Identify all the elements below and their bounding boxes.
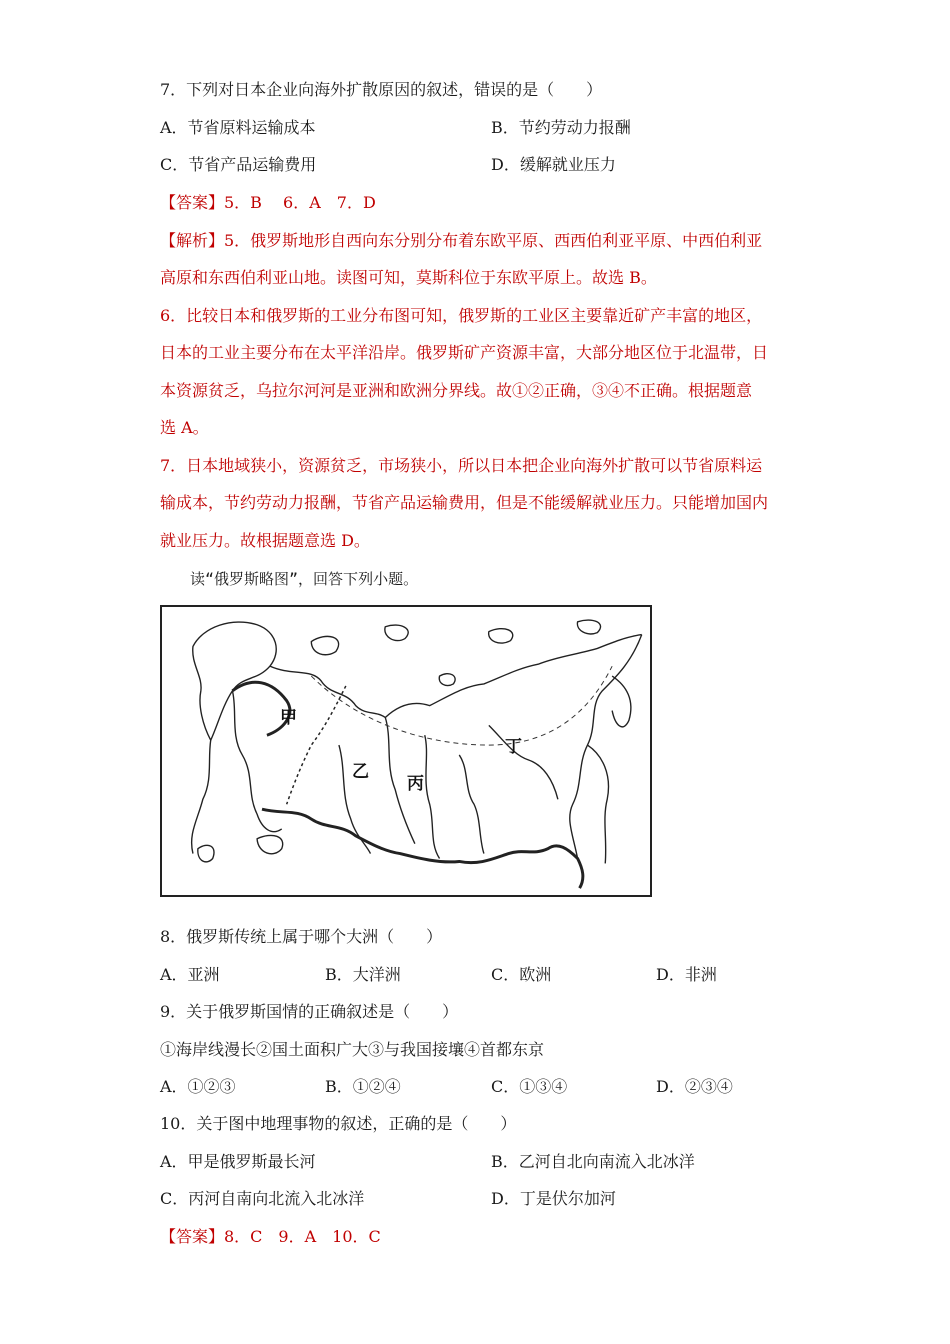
- analysis-line-4: 日本的工业主要分布在太平洋沿岸。俄罗斯矿产资源丰富，大部分地区位于北温带，日: [160, 343, 769, 362]
- map-label-ding: 丁: [505, 737, 522, 757]
- q7-option-d: D．缓解就业压力: [491, 155, 616, 174]
- analysis-line-3: 6．比较日本和俄罗斯的工业分布图可知，俄罗斯的工业区主要靠近矿产丰富的地区，: [160, 306, 763, 325]
- answer-block-1: 【答案】5．B 6．A 7．D: [160, 193, 376, 212]
- q7-option-b: B．节约劳动力报酬: [491, 118, 631, 137]
- q10-option-b: B．乙河自北向南流入北冰洋: [491, 1152, 695, 1171]
- q8-option-c: C．欧洲: [491, 965, 552, 984]
- map-label-bing: 丙: [407, 774, 424, 794]
- q9-items: ①海岸线漫长②国土面积广大③与我国接壤④首都东京: [160, 1040, 545, 1059]
- map-label-jia: 甲: [280, 708, 297, 728]
- analysis-line-1: 【解析】5．俄罗斯地形自西向东分别分布着东欧平原、西西伯利亚平原、中西伯利亚: [160, 231, 763, 250]
- analysis-line-9: 就业压力。故根据题意选 D。: [160, 531, 370, 550]
- q9-option-d: D．②③④: [656, 1077, 733, 1096]
- q8-option-d: D．非洲: [656, 965, 717, 984]
- analysis-line-6: 选 A。: [160, 418, 209, 437]
- analysis-line-2: 高原和东西伯利亚山地。读图可知，莫斯科位于东欧平原上。故选 B。: [160, 268, 657, 287]
- analysis-line-5: 本资源贫乏，乌拉尔河河是亚洲和欧洲分界线。故①②正确，③④不正确。根据题意: [160, 381, 753, 400]
- russia-map-drawing: [162, 607, 650, 895]
- q9-stem: 9．关于俄罗斯国情的正确叙述是（ ）: [160, 1002, 459, 1021]
- analysis-line-8: 输成本，节约劳动力报酬，节省产品运输费用，但是不能缓解就业压力。只能增加国内: [160, 493, 769, 512]
- q10-option-c: C．丙河自南向北流入北冰洋: [160, 1189, 365, 1208]
- q10-stem: 10．关于图中地理事物的叙述，正确的是（ ）: [160, 1114, 517, 1133]
- q8-option-a: A．亚洲: [160, 965, 220, 984]
- answer-block-2: 【答案】8．C 9．A 10．C: [160, 1227, 381, 1246]
- russia-map: [160, 605, 652, 897]
- analysis-line-7: 7．日本地域狭小，资源贫乏，市场狭小，所以日本把企业向海外扩散可以节省原料运: [160, 456, 763, 475]
- map-label-yi: 乙: [352, 762, 369, 782]
- q7-option-c: C．节省产品运输费用: [160, 155, 317, 174]
- q7-stem: 7．下列对日本企业向海外扩散原因的叙述，错误的是（ ）: [160, 80, 603, 99]
- q8-stem: 8．俄罗斯传统上属于哪个大洲（ ）: [160, 927, 443, 946]
- q9-option-c: C．①③④: [491, 1077, 568, 1096]
- q9-option-a: A．①②③: [160, 1077, 236, 1096]
- q7-option-a: A．节省原料运输成本: [160, 118, 316, 137]
- q10-option-a: A．甲是俄罗斯最长河: [160, 1152, 316, 1171]
- map-intro: 读“俄罗斯略图”，回答下列小题。: [190, 570, 419, 588]
- q10-option-d: D．丁是伏尔加河: [491, 1189, 616, 1208]
- q8-option-b: B．大洋洲: [325, 965, 401, 984]
- q9-option-b: B．①②④: [325, 1077, 401, 1096]
